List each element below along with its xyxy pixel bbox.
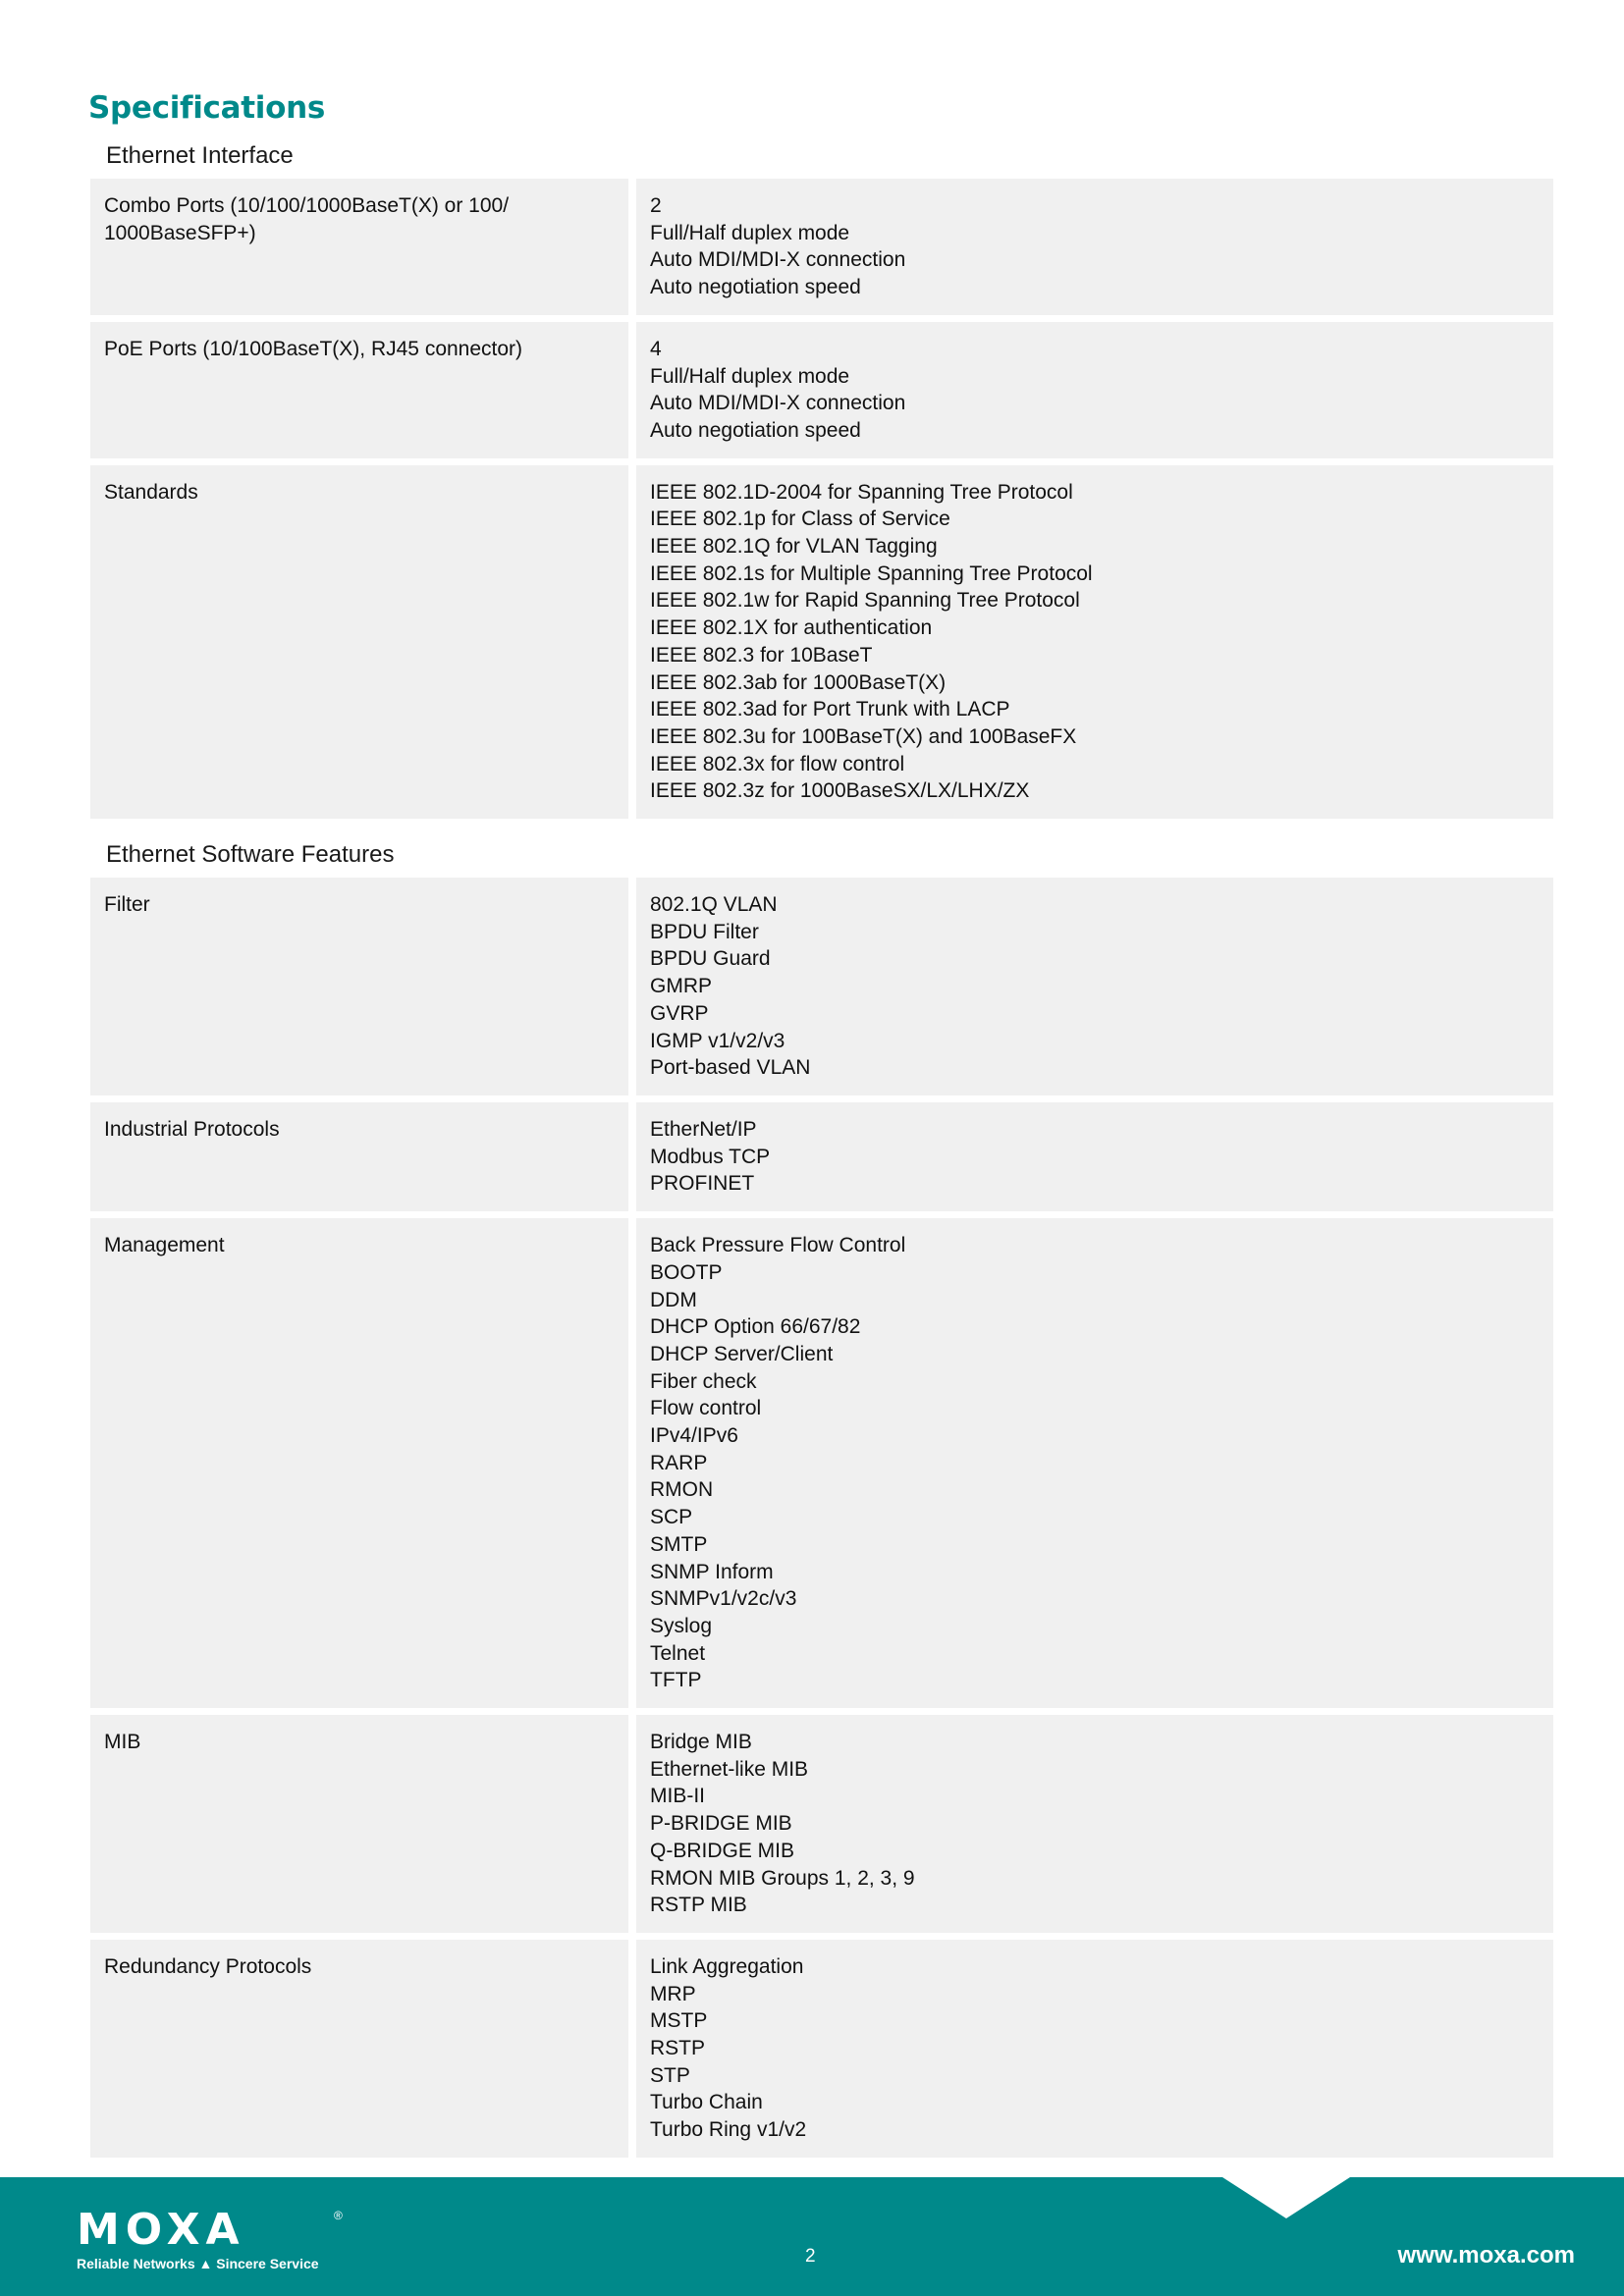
spec-label-text: Combo Ports (10/100/1000BaseT(X) or 100/ 1000BaseSFP+)	[104, 194, 510, 244]
registered-mark: ®	[334, 2209, 343, 2222]
spec-value-line: SMTP	[650, 1532, 708, 1556]
spec-value-line: Link Aggregation	[650, 1954, 804, 1978]
spec-label	[90, 465, 628, 819]
spec-value-line: BPDU Filter	[650, 920, 759, 943]
spec-value-line: SNMPv1/v2c/v3	[650, 1587, 797, 1611]
spec-label-text: Industrial Protocols	[104, 1117, 280, 1141]
spec-value-line: Full/Half duplex mode	[650, 364, 850, 388]
spec-value-line: Auto MDI/MDI-X connection	[650, 248, 906, 272]
spec-row	[90, 878, 1553, 1095]
spec-value-line: EtherNet/IP	[650, 1117, 757, 1141]
spec-value-line: IEEE 802.3ad for Port Trunk with LACP	[650, 698, 1010, 721]
spec-label-text: Redundancy Protocols	[104, 1954, 312, 1978]
spec-value-line: IEEE 802.1p for Class of Service	[650, 507, 950, 531]
spec-value-line: IEEE 802.1Q for VLAN Tagging	[650, 535, 938, 559]
footer-notch	[1222, 2177, 1350, 2218]
website-link[interactable]: www.moxa.com	[1397, 2242, 1575, 2269]
page-footer	[0, 2177, 1624, 2296]
spec-value-line: Syslog	[650, 1614, 713, 1637]
spec-value-line: IEEE 802.3x for flow control	[650, 752, 905, 775]
spec-value-line: 802.1Q VLAN	[650, 893, 778, 917]
spec-value-line: Auto MDI/MDI-X connection	[650, 392, 906, 415]
spec-value-line: Q-BRIDGE MIB	[650, 1839, 795, 1862]
section-title: Ethernet Interface	[106, 142, 294, 169]
spec-value	[636, 179, 1553, 315]
page-number: 2	[805, 2246, 816, 2267]
spec-value-line: IEEE 802.3u for 100BaseT(X) and 100BaseFX	[650, 724, 1077, 748]
spec-row	[90, 1715, 1553, 1933]
spec-content	[90, 141, 1553, 2169]
spec-value-line: IEEE 802.1D-2004 for Spanning Tree Protocol	[650, 480, 1073, 504]
spec-value-line: RMON MIB Groups 1, 2, 3, 9	[650, 1866, 915, 1890]
spec-value-line: Auto negotiation speed	[650, 418, 861, 442]
spec-value-line: IGMP v1/v2/v3	[650, 1029, 785, 1052]
spec-section	[90, 141, 1553, 819]
spec-value	[636, 878, 1553, 1095]
spec-section	[90, 840, 1553, 2158]
spec-value-line: IEEE 802.1w for Rapid Spanning Tree Protocol	[650, 589, 1080, 613]
spec-label	[90, 1715, 628, 1933]
spec-value	[636, 1940, 1553, 2158]
spec-value-line: MSTP	[650, 2009, 708, 2033]
spec-value-line: RMON	[650, 1478, 714, 1502]
spec-value-line: Flow control	[650, 1397, 762, 1420]
spec-value-line: Turbo Ring v1/v2	[650, 2118, 807, 2142]
spec-value	[636, 1218, 1553, 1708]
spec-label	[90, 878, 628, 1095]
spec-label	[90, 1218, 628, 1708]
spec-value-line: IEEE 802.3ab for 1000BaseT(X)	[650, 670, 947, 694]
spec-value-line: Port-based VLAN	[650, 1056, 811, 1080]
spec-value-line: P-BRIDGE MIB	[650, 1812, 792, 1836]
spec-label	[90, 1940, 628, 2158]
section-title: Ethernet Software Features	[106, 841, 395, 869]
logo-wordmark: MOXA	[77, 2205, 245, 2255]
spec-value-line: Bridge MIB	[650, 1731, 752, 1754]
spec-row	[90, 179, 1553, 315]
spec-row	[90, 1102, 1553, 1211]
spec-row	[90, 1218, 1553, 1708]
spec-value-line: SNMP Inform	[650, 1560, 774, 1583]
spec-value-line: PROFINET	[650, 1172, 755, 1196]
moxa-logo	[77, 2205, 352, 2271]
spec-value-line: BOOTP	[650, 1260, 723, 1284]
spec-value-line: 4	[650, 337, 662, 360]
spec-value-line: STP	[650, 2063, 690, 2087]
spec-value-line: SCP	[650, 1506, 693, 1529]
spec-value	[636, 1715, 1553, 1933]
spec-value-line: Auto negotiation speed	[650, 276, 861, 299]
spec-value-line: GVRP	[650, 1001, 709, 1025]
spec-value-line: Modbus TCP	[650, 1145, 771, 1168]
spec-value-line: TFTP	[650, 1669, 702, 1692]
spec-value-line: Telnet	[650, 1641, 706, 1665]
spec-value-line: RARP	[650, 1451, 708, 1474]
spec-value-line: Turbo Chain	[650, 2091, 763, 2114]
spec-label-text: Filter	[104, 893, 150, 917]
spec-row	[90, 322, 1553, 458]
spec-value-line: DHCP Option 66/67/82	[650, 1315, 861, 1339]
spec-table	[90, 878, 1553, 2158]
spec-value-line: IEEE 802.3z for 1000BaseSX/LX/LHX/ZX	[650, 779, 1030, 803]
spec-value	[636, 1102, 1553, 1211]
spec-value-line: MIB-II	[650, 1785, 705, 1808]
spec-value-line: RSTP	[650, 2037, 706, 2060]
spec-label-text: MIB	[104, 1731, 141, 1754]
spec-label-text: Standards	[104, 480, 198, 504]
spec-value-line: IEEE 802.1s for Multiple Spanning Tree Protocol	[650, 561, 1093, 585]
spec-value	[636, 465, 1553, 819]
spec-label-text: PoE Ports (10/100BaseT(X), RJ45 connector)	[104, 337, 523, 360]
spec-value-line: DDM	[650, 1288, 697, 1311]
spec-label	[90, 179, 628, 315]
spec-label-text: Management	[104, 1234, 225, 1257]
spec-value-line: IEEE 802.1X for authentication	[650, 616, 933, 640]
spec-label	[90, 1102, 628, 1211]
spec-value-line: Full/Half duplex mode	[650, 221, 850, 244]
spec-value-line: 2	[650, 194, 662, 217]
spec-value-line: Fiber check	[650, 1369, 757, 1393]
spec-value-line: IPv4/IPv6	[650, 1424, 738, 1448]
spec-row	[90, 1940, 1553, 2158]
spec-value-line: GMRP	[650, 975, 712, 998]
spec-value-line: BPDU Guard	[650, 947, 771, 971]
spec-value-line: IEEE 802.3 for 10BaseT	[650, 643, 873, 667]
spec-label	[90, 322, 628, 458]
logo-tagline: Reliable Networks ▲ Sincere Service	[77, 2256, 319, 2271]
spec-value-line: MRP	[650, 1982, 696, 2005]
spec-value-line: Back Pressure Flow Control	[650, 1234, 906, 1257]
page-title: Specifications	[88, 90, 326, 126]
spec-value	[636, 322, 1553, 458]
spec-value-line: Ethernet-like MIB	[650, 1757, 809, 1781]
spec-table	[90, 179, 1553, 819]
spec-row	[90, 465, 1553, 819]
spec-value-line: DHCP Server/Client	[650, 1342, 834, 1365]
spec-value-line: RSTP MIB	[650, 1894, 747, 1917]
